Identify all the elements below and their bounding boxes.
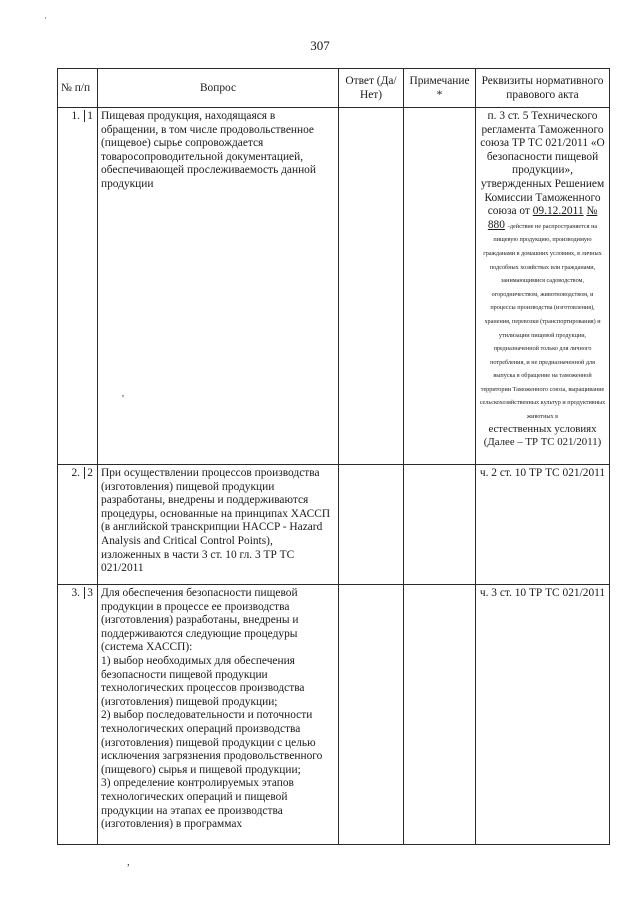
requisites-main: п. 3 ст. 5 Технического регламента Таможенного союза ТР ТС 021/2011 «О безопасности пищевой продукции», утвержденных Решением Комиссии Таможенного союза от 09.12.2011 № 880 -действие не распространяется на пищевую продукцию, производимую гражданами в домашних условиях, в личных подсобных хозяйствах или гражданами, занимающимися садоводством, огородничеством, животноводством, и процессы производства (изготовления), хранения, перевозки (транспортирования) и утилизации пищевой продукции, предназначенной только для личного потребления, и не предназначенной для выпуска в обращение на таможенной территории Таможенного союза, выращивание сельскохозяйственных культур и продуктивных животных в: [479, 110, 606, 421]
requisites-cell: [476, 585, 610, 845]
header-note: Примечание *: [404, 69, 476, 108]
row-number: 1. 1: [58, 108, 98, 465]
header-requisites: Реквизиты нормативного правового акта: [476, 69, 610, 108]
scan-speck: ': [122, 393, 124, 405]
question-line: Для обеспечения безопасности пищевой продукции в процессе ее производства (изготовления) разработаны, внедрены и поддерживаются следующие процедуры (система ХАССП):: [101, 587, 299, 654]
question-cell: Пищевая продукция, находящаяся в обращении, в том числе продовольственное (пищевое) сырье сопровождается товаросопроводительной документацией, обеспечивающей прослеживаемость данной продукции: [98, 108, 339, 465]
question-cell: [98, 585, 339, 845]
checklist-table-wrapper: [57, 68, 609, 845]
note-cell[interactable]: [404, 108, 476, 465]
answer-cell[interactable]: [339, 465, 404, 585]
row-number: 3. 3: [58, 585, 98, 845]
answer-cell[interactable]: [339, 108, 404, 465]
table-row: [58, 465, 610, 585]
requisites-main: ч. 2 ст. 10 ТР ТС 021/2011: [479, 467, 606, 479]
header-number: № п/п: [58, 69, 98, 108]
note-cell[interactable]: [404, 585, 476, 845]
requisites-main: ч. 3 ст. 10 ТР ТС 021/2011: [479, 587, 606, 599]
table-row: [58, 108, 610, 465]
header-question: Вопрос: [98, 69, 339, 108]
row-number: 2. 2: [58, 465, 98, 585]
table-row: [58, 585, 610, 845]
requisites-scope-note: -действие не распространяется на пищевую продукцию, производимую гражданами в домашних условиях, в личных подсобных хозяйствах или гражданами, занимающимися садоводством, огородничеством, животноводством, и процессы производства (изготовления), хранения, перевозки (транспортирования) и утилизации пищевой продукции, предназначенной только для личного потребления, и не предназначенной для выпуска в обращение на таможенной территории Таможенного союза, выращивание сельскохозяйственных культур и продуктивных животных в: [479, 222, 606, 421]
requisites-number: 880: [487, 218, 505, 231]
requisites-tail: естественных условиях (Далее – ТР ТС 021/2011): [483, 422, 602, 448]
page-number: 307: [310, 38, 330, 53]
question-line: 2) выбор последовательности и поточности технологических операций производства (изготовления) пищевой продукции с целью исключения загрязнения продовольственного (пищевого) сырья и пищевой продукции;: [101, 709, 323, 776]
scan-speck: ·: [44, 13, 47, 23]
checklist-table: [57, 68, 610, 845]
requisites-cell: [476, 465, 610, 585]
requisites-date: 09.12.2011: [532, 205, 584, 218]
scan-speck: ,: [127, 856, 130, 868]
question-cell: При осуществлении процессов производства (изготовления) пищевой продукции разработаны, внедрены и поддерживаются процедуры, основанные на принципах ХАССП (в английской транскрипции HACCP - Hazard Analysis and Critical Control Points), изложенных в части 3 ст. 10 гл. 3 ТР ТС 021/2011: [98, 465, 339, 585]
requisites-cell: [476, 108, 610, 465]
question-line: 3) определение контролируемых этапов технологических операций и пищевой продукции на этапах ее производства (изготовления) в программах: [101, 777, 294, 831]
table-header-row: [58, 69, 610, 108]
note-cell[interactable]: [404, 465, 476, 585]
answer-cell[interactable]: [339, 585, 404, 845]
header-answer: Ответ (Да/Нет): [339, 69, 404, 108]
question-line: 1) выбор необходимых для обеспечения безопасности пищевой продукции технологических процессов производства (изготовления) пищевой продукции;: [101, 654, 305, 708]
